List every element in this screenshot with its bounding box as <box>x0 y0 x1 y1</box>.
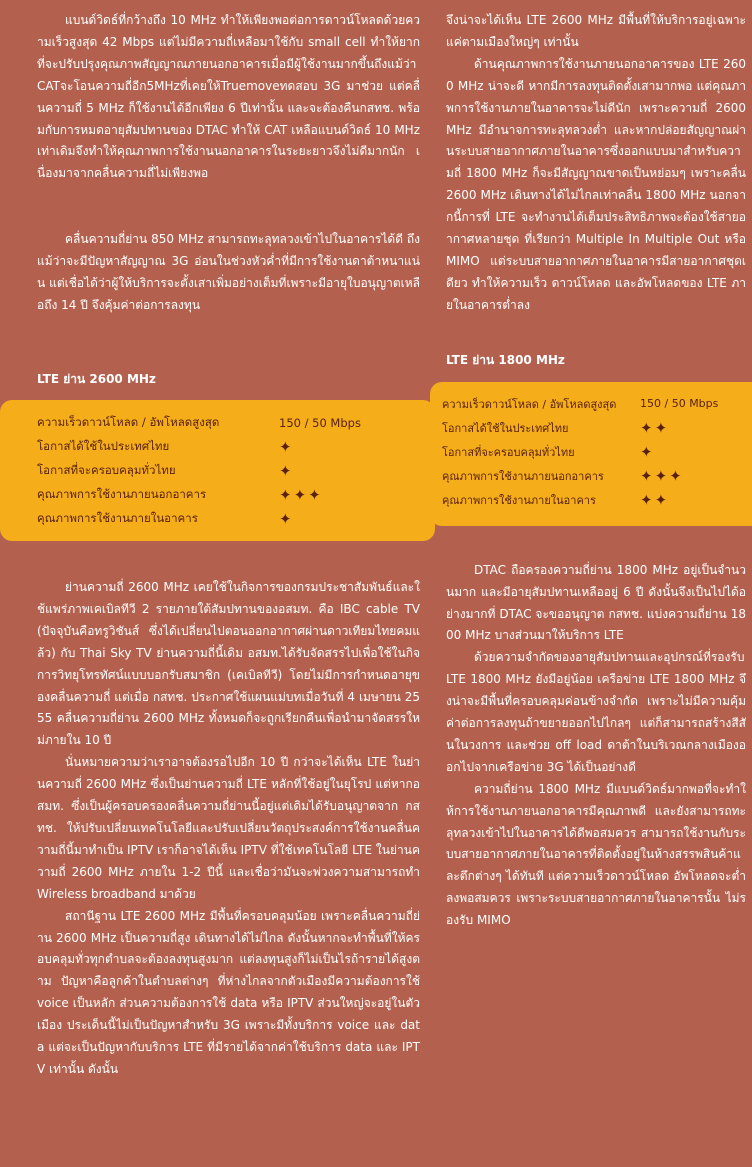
spec-value: 150 / 50 Mbps <box>640 397 719 411</box>
star-rating: ✦ <box>279 462 294 480</box>
star-rating: ✦ <box>640 442 655 461</box>
article-paragraph: ด้วยความจำกัดของอายุสัมปทานและอุปกรณ์ที่รองรับ LTE 1800 MHz ยังมีอยู่น้อย เครือข่าย LTE 1800 MHz จึงน่าจะมีพื้นที่ครอบคลุมค่อนข้างจำกัด เพราะไม่มีความคุ้มค่าต่อการลงทุนถ้าขยายออกไปไกลๆ แต่ก็สามารถสร้างสีสันในวงการ และช่วย off load ดาต้าในบริเวณกลางเมืองออกไปจากเครือข่าย 3G ได้เป็นอย่างดี <box>446 650 746 774</box>
spec-value: 150 / 50 Mbps <box>279 416 361 430</box>
article-paragraph: สถานีฐาน LTE 2600 MHz มีพื้นที่ครอบคลุมน้อย เพราะคลื่นความถี่ย่าน 2600 MHz เป็นความถี่สูง เดินทางได้ไม่ไกล ดังนั้นหากจะทำพื้นที่ให้ครอบคลุมทั่วทุกตำบลจะต้องลงทุนสูงมาก แต่ลงทุนสูงก็ไม่เป็นไรถ้ารายได้สูงตาม ปัญหาคือลูกค้าในตำบลต่างๆ ที่ห่างไกลจากตัวเมืองมีความต้องการใช้ voice เป็นหลัก ส่วนความต้องการใช้ data หรือ IPTV ส่วนใหญ่จะอยู่ในตัวเมือง ประเด็นนี้ไม่เป็นปัญหาสำหรับ 3G เพราะมีทั้งบริการ voice และ data แต่จะเป็นปัญหากับบริการ LTE ที่มีรายได้จากค่าใช้บริการ data และ IPTV เท่านั้น ดังนั้น <box>37 908 420 1076</box>
spec-row <box>442 464 746 488</box>
article-paragraph: DTAC ถือครองความถี่ย่าน 1800 MHz อยู่เป็นจำนวนมาก และมีอายุสัมปทานเหลืออยู่ 6 ปี ดังนั้นจึงเป็นไปได้อย่างมากที่ DTAC จะขออนุญาต กสทช. แบ่งความถี่ย่าน 1800 MHz บางส่วนมาให้บริการ LTE <box>446 562 746 643</box>
star-rating: ✦ <box>279 438 294 456</box>
section-title-lte-1800: LTE ย่าน 1800 MHz <box>446 352 565 367</box>
spec-row <box>37 459 425 483</box>
article-paragraph: ย่านความถี่ 2600 MHz เคยใช้ในกิจการของกรมประชาสัมพันธ์และใช้แพร่ภาพเคเบิลทีวี 2 รายภายใต้สัมปทานของอสมท. คือ IBC cable TV (ปัจจุบันคือทรูวิชันส์ ซึ่งได้เปลี่ยนไปตอนออกอากาศผ่านดาวเทียมไทยคมแล้ว) กับ Thai Sky TV ย่านความถี่นี้เดิม อสมท.ได้รับจัดสรรไปเพื่อใช้ในกิจการวิทยุโทรทัศน์แบบบอกรับสมาชิก (เคเบิลทีวี) โดยไม่มีการกำหนดอายุของคลื่นความถี่ แต่เมื่อ กสทช. ประกาศใช้แผนแม่บทเมื่อวันที่ 4 เมษายน 2555 คลื่นความถี่ย่าน 2600 MHz ทั้งหมดก็จะถูกเรียกคืนเพื่อนำมาจัดสรรใหม่ภายใน 10 ปี <box>37 580 420 748</box>
spec-row <box>37 507 425 531</box>
star-rating: ✦✦✦ <box>279 486 323 504</box>
star-rating: ✦ <box>279 510 294 528</box>
spec-label: คุณภาพการใช้งานภายนอกอาคาร <box>37 487 207 501</box>
spec-row <box>442 416 746 440</box>
spec-label: โอกาสที่จะครอบคลุมทั่วไทย <box>37 463 176 477</box>
spec-label: โอกาสได้ใช้ในประเทศไทย <box>37 439 170 453</box>
spec-row <box>37 435 425 459</box>
spec-label: โอกาสที่จะครอบคลุมทั่วไทย <box>442 445 575 459</box>
spec-label: ความเร็วดาวน์โหลด / อัพโหลดสูงสุด <box>442 397 617 411</box>
article-paragraph: แบนด์วิดธ์ที่กว้างถึง 10 MHz ทำให้เพียงพอต่อการดาวน์โหลดด้วยความเร็วสูงสุด 42 Mbps แต่ไม่มีความถี่เหลือมาใช้กับ small cell ทำให้ยากที่จะปรับปรุงคุณภาพสัญญาณภายนอกอาคารเมื่อมีผู้ใช้งานมากขึ้นถึงแม้ว่าCATจะโอนความถี่อีก5MHzที่เคยให้Truemoveทดสอบ 3G มาช่วย แต่คลื่นความถี่ 5 MHz ก็ใช้งานได้อีกเพียง 6 ปีเท่านั้น และจะต้องคืนกสทช. พร้อมกับการหมดอายุสัมปทานของ DTAC ทำให้ CAT เหลือแบนด์วิดธ์ 10 MHz เท่าเดิมจึงทำให้คุณภาพการใช้งานนอกอาคารในระยะยาวจึงไม่ดีมากนัก เนื่องมาจากคลื่นความถี่ไม่เพียงพอ <box>37 13 420 181</box>
spec-label: คุณภาพการใช้งานภายนอกอาคาร <box>442 469 604 483</box>
article-paragraph: ด้านคุณภาพการใช้งานภายนอกอาคารของ LTE 2600 MHz น่าจะดี หากมีการลงทุนติดตั้งเสามากพอ แต่คุณภาพการใช้งานภายในอาคารจะไม่ดีนัก เพราะความถี่ 2600 MHz มีอำนาจการทะลุทลวงต่ำ และหากปล่อยสัญญาณผ่านระบบสายอากาศภายในอาคารซึ่งออกแบบมาสำหรับความถี่ 1800 MHz ก็จะมีสัญญาณขาดเป็นหย่อมๆ เพราะคลื่น 2600 MHz เดินทางได้ไม่ไกลเท่าคลื่น 1800 MHz นอกจากนี้การที่ LTE จะทำงานได้เต็มประสิทธิภาพจะต้องใช้สายอากาศหลายชุด ที่เรียกว่า Multiple In Multiple Out หรือ MIMO แต่ระบบสายอากาศภายในอาคารมีสายอากาศชุดเดียว ทำให้ความเร็ว ดาวน์โหลด และอัพโหลดของ LTE ภายในอาคารต่ำลง <box>446 56 746 312</box>
spec-box-lte-1800 <box>430 382 752 526</box>
star-rating: ✦✦ <box>640 490 670 509</box>
article-paragraph: คลื่นความถี่ย่าน 850 MHz สามารถทะลุทลวงเข้าไปในอาคารได้ดี ถึงแม้ว่าจะมีปัญหาสัญญาณ 3G อ่อนในช่วงหัวค่ำที่มีการใช้งานดาต้าหนาแน่น แต่เชื่อได้ว่าผู้ให้บริการจะตั้งเสาเพิ่มอย่างเต็มที่เพราะมีอายุใบอนุญาตเหลือถึง 14 ปี จึงคุ้มค่าต่อการลงทุน <box>37 232 420 312</box>
star-rating: ✦✦✦ <box>640 466 684 485</box>
spec-label: คุณภาพการใช้งานภายในอาคาร <box>37 511 198 525</box>
spec-row <box>37 483 425 507</box>
article-paragraph: ความถี่ย่าน 1800 MHz มีแบนด์วิดธ์มากพอที่จะทำให้การใช้งานภายนอกอาคารมีคุณภาพดี และยังสามารถทะลุทลวงเข้าไปในอาคารได้ดีพอสมควร สามารถใช้งานกับระบบสายอากาศภายในอาคารที่ติดตั้งอยู่ในห้างสรรพสินค้าและตึกต่างๆ ได้ทันที แต่ความเร็วดาวน์โหลด อัพโหลดจะต่ำลงพอสมควร เพราะระบบสายอากาศภายในอาคารนั้น ไม่รองรับ MIMO <box>446 781 746 928</box>
spec-label: โอกาสได้ใช้ในประเทศไทย <box>442 421 569 435</box>
section-title-lte-2600: LTE ย่าน 2600 MHz <box>37 372 156 386</box>
star-rating: ✦✦ <box>640 418 670 437</box>
spec-row-speed <box>37 411 425 435</box>
spec-label: ความเร็วดาวน์โหลด / อัพโหลดสูงสุด <box>37 415 220 429</box>
spec-box-lte-2600 <box>0 400 435 541</box>
spec-label: คุณภาพการใช้งานภายในอาคาร <box>442 493 596 507</box>
spec-row <box>442 440 746 464</box>
article-paragraph: จึงน่าจะได้เห็น LTE 2600 MHz มีพื้นที่ให้บริการอยู่เฉพาะแค่ตามเมืองใหญ่ๆ เท่านั้น <box>446 13 746 49</box>
right-column <box>430 0 752 932</box>
spec-row <box>442 488 746 512</box>
article-paragraph: นั่นหมายความว่าเราอาจต้องรอไปอีก 10 ปี กว่าจะได้เห็น LTE ในย่านความถี่ 2600 MHz ซึ่งเป็นย่านความถี่ LTE หลักที่ใช้อยู่ในยุโรป แต่หากอสมท. ซึ่งเป็นผู้ครอบครองคลื่นความถี่ย่านนี้อยู่แต่เดิมได้รับอนุญาตจาก กสทช. ให้ปรับเปลี่ยนเทคโนโลยีและปรับเปลี่ยนวัตถุประสงค์การใช้งานคลื่นความถี่นี้มาทำเป็น IPTV เราก็อาจได้เห็น IPTV ที่ใช้เทคโนโลยี LTE ในย่านความถี่ 2600 MHz ภายใน 1-2 ปีนี้ และเชื่อว่ามันจะพ่วงความสามารถทำ Wireless broadband มาด้วย <box>37 755 420 901</box>
spec-row-speed <box>442 392 746 416</box>
